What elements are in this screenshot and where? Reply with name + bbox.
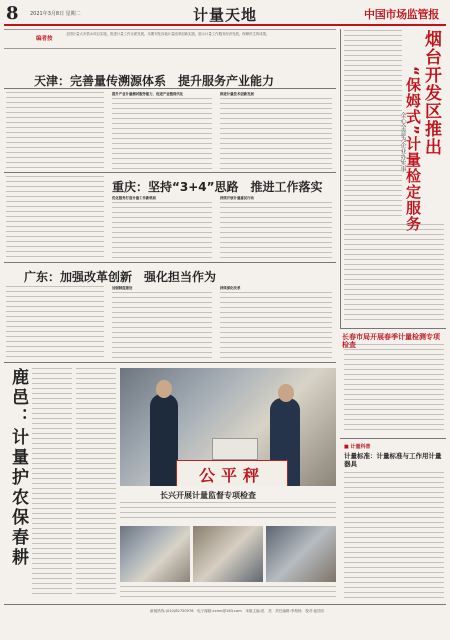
photo-caption-title: 长兴开展计量监督专项检查 bbox=[160, 491, 256, 500]
chongqing-col-2 bbox=[112, 202, 212, 258]
fair-scale-sign bbox=[176, 460, 288, 486]
luyi-headline-text: 鹿邑：计量护农保春耕 bbox=[8, 368, 28, 568]
yantai-subtitle: 全心全意为企业办实事 bbox=[399, 112, 406, 172]
yantai-headline-line1: 烟台开发区推出 bbox=[421, 30, 441, 156]
guangdong-col-3 bbox=[220, 292, 332, 358]
changchun-rule bbox=[340, 328, 446, 329]
guangdong-headline: 广东：加强改革创新 强化担当作为 bbox=[24, 270, 217, 284]
guangdong-bottom-rule bbox=[4, 362, 336, 363]
yantai-body-text bbox=[344, 224, 444, 324]
footer-text: 新闻热线:(010)82750976 电子邮箱:ccmn@163.com 本版主编:范 亮 责任编辑:李柏杨 校对:崔国庆 bbox=[150, 609, 325, 613]
guangdong-col-2 bbox=[112, 292, 212, 358]
newspaper-logo: 中国市场监管报 bbox=[364, 8, 439, 21]
small-photo-2 bbox=[193, 526, 263, 582]
right-col-divider bbox=[340, 29, 341, 329]
person-1-head bbox=[156, 380, 172, 398]
page-number: 8 bbox=[6, 3, 19, 24]
chongqing-rule bbox=[4, 172, 336, 173]
small-photo-1 bbox=[120, 526, 190, 582]
date-line: 2021年3月8日 星期二 bbox=[30, 11, 81, 17]
tianjin-col-1 bbox=[6, 92, 104, 170]
chongqing-subhead-2: 持续开展计量惠民行动 bbox=[220, 196, 254, 200]
science-body-text bbox=[344, 472, 444, 598]
luyi-body-col-1 bbox=[32, 368, 72, 598]
person-2-head bbox=[278, 384, 294, 402]
small-photo-3 bbox=[266, 526, 336, 582]
luyi-body-col-2 bbox=[76, 368, 116, 598]
editor-note-label: 编者按 bbox=[36, 36, 53, 42]
editor-note-text: 全国计量大市供水项目实施，推进计量工作全面发展。本期刊发各地计量改革创新实践，展示计量工作服务经济发展、保障民生的成果。 bbox=[66, 32, 270, 36]
yantai-lead-text bbox=[344, 30, 402, 220]
photo-caption-text bbox=[120, 502, 336, 522]
guangdong-subhead-1: 加强制度建设 bbox=[112, 286, 133, 290]
scale-device bbox=[212, 438, 258, 460]
inspection-photo bbox=[120, 368, 336, 486]
guangdong-col-1 bbox=[6, 286, 104, 358]
tianjin-subhead-2: 推进计量技术创新发展 bbox=[220, 92, 254, 96]
tianjin-col-3 bbox=[220, 98, 332, 170]
science-headline: 计量标准：计量标准与工作用计量器具 bbox=[344, 452, 442, 468]
tianjin-headline: 天津：完善量传溯源体系 提升服务产业能力 bbox=[34, 74, 275, 88]
person-1 bbox=[150, 394, 178, 486]
small-photo-captions bbox=[120, 586, 336, 598]
section-title: 计量天地 bbox=[193, 6, 258, 24]
yantai-headline-line2: “保姆式”计量检定服务 bbox=[404, 66, 422, 232]
luyi-headline bbox=[6, 368, 28, 598]
header-rule bbox=[4, 24, 446, 26]
guangdong-subhead-2: 持续深化改革 bbox=[220, 286, 241, 290]
chongqing-headline: 重庆：坚持“3+4”思路 推进工作落实 bbox=[112, 180, 323, 194]
fair-scale-sign-text: 公平秤 bbox=[198, 465, 265, 485]
footer-rule bbox=[4, 604, 446, 605]
editor-note-box bbox=[4, 29, 336, 49]
science-tag: ■ 计量科普 bbox=[344, 444, 371, 450]
chongqing-subhead-1: 优化服务打造计量工作新格局 bbox=[112, 196, 157, 200]
tianjin-col-2 bbox=[112, 98, 212, 170]
tianjin-subhead-1: 提升产业计量测试服务能力，促进产业链现代化 bbox=[112, 92, 184, 96]
chongqing-col-1 bbox=[6, 176, 104, 258]
tianjin-rule bbox=[4, 88, 336, 89]
changchun-headline: 长春市局开展春季计量检测专项检查 bbox=[342, 333, 440, 349]
chongqing-col-3 bbox=[220, 202, 332, 258]
bottom-right-rule bbox=[340, 438, 446, 439]
changchun-body-text bbox=[344, 344, 444, 434]
guangdong-rule bbox=[4, 262, 336, 263]
